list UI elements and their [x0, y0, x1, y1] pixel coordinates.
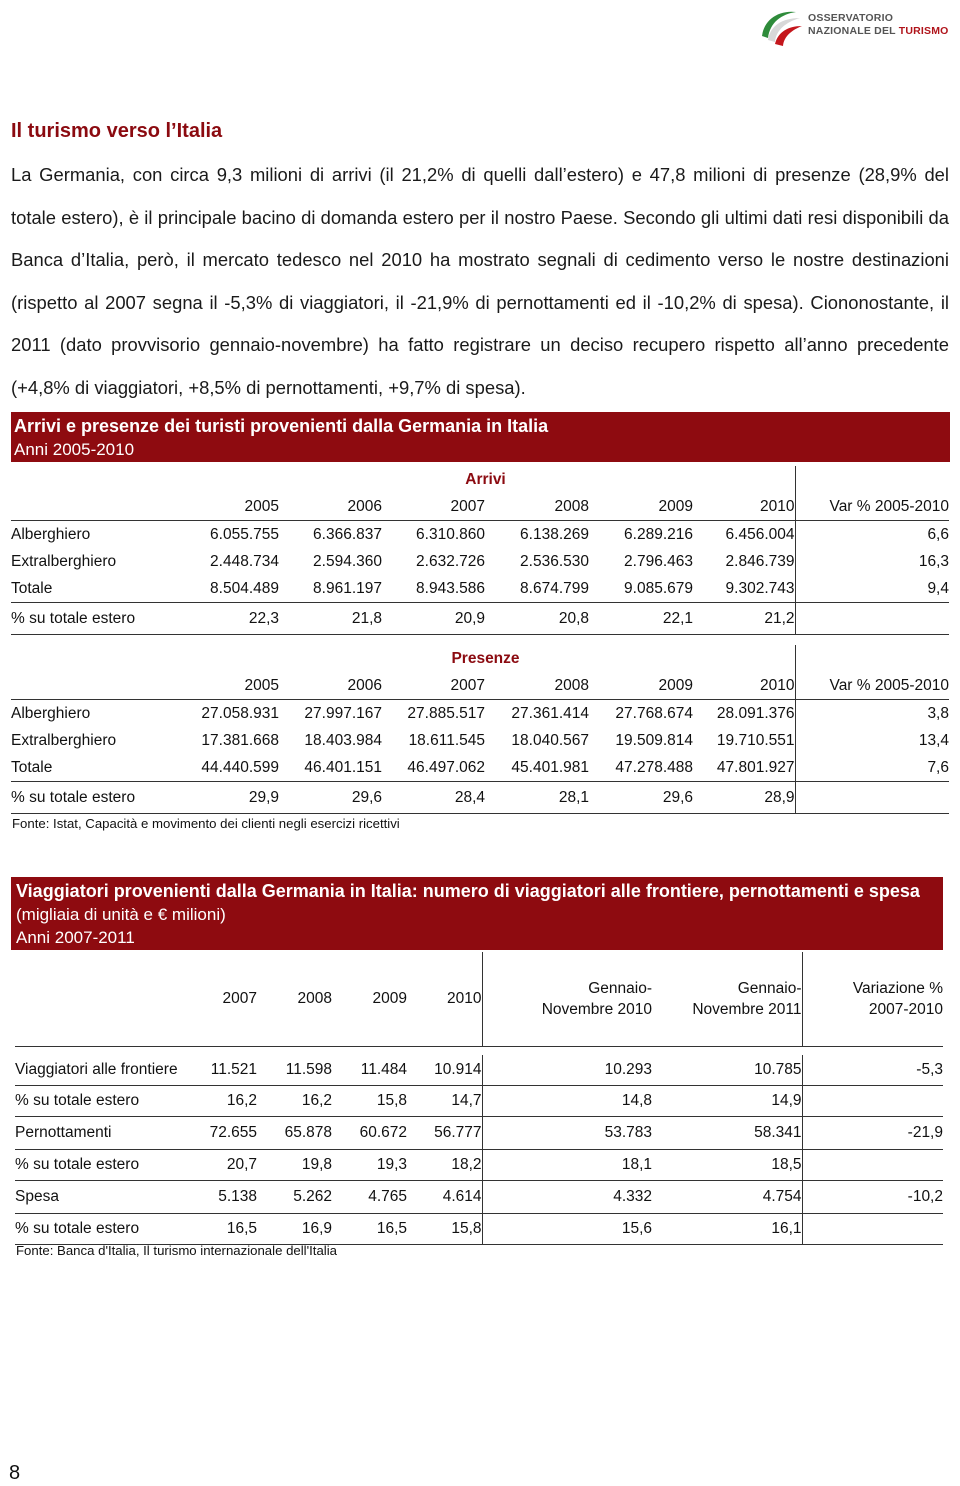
cell: 4.614: [407, 1181, 482, 1214]
table-row: [11, 754, 949, 782]
row-label: Spesa: [15, 1188, 59, 1205]
arrivi-caption-row: [11, 466, 949, 493]
var-cell: 9,4: [927, 579, 949, 597]
presenze-caption-row: [11, 645, 949, 672]
gn2010-header-line2: Novembre 2010: [541, 1001, 652, 1018]
cell: 15,8: [376, 1092, 407, 1109]
arrivi-header-row: [11, 493, 949, 521]
cell: 6.366.837: [313, 525, 382, 543]
table-row: [11, 575, 949, 603]
year-header: 2007: [450, 676, 485, 694]
var-cell: 6,6: [927, 525, 949, 543]
var-cell: 13,4: [918, 731, 949, 749]
cell: 29,9: [248, 788, 279, 806]
cell: 11.484: [360, 1061, 407, 1078]
cell: 53.783: [604, 1124, 652, 1141]
table-row: [15, 1055, 943, 1086]
table2-subtitle: Anni 2007-2011: [16, 928, 135, 947]
var-header-line1: Variazione %: [852, 980, 943, 997]
share-row: [11, 603, 949, 635]
cell: 20,8: [558, 609, 589, 627]
cell: 58.341: [652, 1117, 802, 1150]
logo-line-1: OSSERVATORIO: [808, 12, 894, 24]
cell: 11.521: [210, 1061, 257, 1078]
cell: 28,9: [693, 782, 795, 814]
year-header: 2009: [658, 497, 693, 515]
cell: 8.961.197: [313, 579, 382, 597]
row-label: Alberghiero: [11, 704, 91, 722]
year-header: 2005: [244, 676, 279, 694]
cell: 4.765: [368, 1188, 407, 1205]
gn2011-header-line2: Novembre 2011: [692, 1001, 802, 1018]
var-cell: [802, 1214, 943, 1245]
cell: 27.997.167: [304, 704, 382, 722]
share-row: [15, 1150, 943, 1181]
cell: 10.293: [604, 1061, 652, 1078]
table2-source: Fonte: Banca d'Italia, Il turismo internazionale dell'Italia: [16, 1243, 337, 1258]
cell: 6.310.860: [416, 525, 485, 543]
row-label: Totale: [11, 758, 53, 776]
row-label: % su totale estero: [11, 788, 136, 806]
year-header: 2007: [222, 990, 257, 1007]
cell: 9.302.743: [693, 575, 795, 603]
cell: 16,5: [376, 1220, 407, 1237]
logo-mark-icon: [756, 4, 806, 50]
table1-title: Arrivi e presenze dei turisti provenienti dalla Germania in Italia: [14, 416, 549, 436]
cell: 18.403.984: [304, 731, 382, 749]
year-header: 2009: [372, 990, 407, 1007]
row-label: Extralberghiero: [11, 731, 117, 749]
cell: 56.777: [407, 1117, 482, 1150]
cell: 14,7: [407, 1086, 482, 1117]
cell: 18,1: [621, 1156, 652, 1173]
presenze-caption: Presenze: [451, 649, 520, 667]
cell: 18.611.545: [408, 731, 485, 749]
cell: 16,2: [301, 1092, 332, 1109]
year-header: 2008: [554, 676, 589, 694]
cell: 8.674.799: [520, 579, 589, 597]
year-header: 2010: [693, 672, 795, 700]
cell: 46.497.062: [407, 758, 485, 776]
table-row: [11, 521, 949, 549]
logo: [756, 4, 956, 50]
year-header: 2007: [450, 497, 485, 515]
row-label: Totale: [11, 579, 53, 597]
share-row: [15, 1086, 943, 1117]
cell: 46.401.151: [304, 758, 382, 776]
cell: 16,1: [652, 1214, 802, 1245]
table1-subtitle: Anni 2005-2010: [14, 440, 135, 459]
share-row: [15, 1214, 943, 1245]
year-header: 2010: [407, 952, 482, 1047]
cell: 15,6: [621, 1220, 652, 1237]
var-header: Var % 2005-2010: [829, 497, 949, 515]
cell: 2.846.739: [693, 548, 795, 575]
cell: 19.509.814: [615, 731, 693, 749]
var-header: Var % 2005-2010: [829, 676, 949, 694]
table2-title: Viaggiatori provenienti dalla Germania in Italia: numero di viaggiatori alle frontiere, pernottamenti e spesa: [16, 881, 920, 901]
year-header: 2005: [244, 497, 279, 515]
cell: 15,8: [407, 1214, 482, 1245]
table-row: [15, 1117, 943, 1150]
cell: 45.401.981: [511, 758, 589, 776]
row-label: % su totale estero: [15, 1156, 140, 1173]
cell: 21,8: [351, 609, 382, 627]
cell: 18,5: [652, 1150, 802, 1181]
cell: 27.058.931: [201, 704, 279, 722]
cell: 72.655: [209, 1124, 257, 1141]
table-row: [15, 1181, 943, 1214]
cell: 20,7: [226, 1156, 257, 1173]
cell: 27.768.674: [615, 704, 693, 722]
table1-source: Fonte: Istat, Capacità e movimento dei clienti negli esercizi ricettivi: [12, 816, 400, 831]
cell: 18,2: [407, 1150, 482, 1181]
year-header: 2008: [554, 497, 589, 515]
cell: 8.504.489: [210, 579, 279, 597]
row-label: % su totale estero: [15, 1092, 140, 1109]
row-label: Pernottamenti: [15, 1124, 112, 1141]
var-cell: -10,2: [907, 1188, 943, 1205]
cell: 27.885.517: [407, 704, 485, 722]
var-cell: -21,9: [907, 1124, 943, 1141]
var-cell: [802, 1086, 943, 1117]
cell: 6.456.004: [693, 521, 795, 549]
cell: 4.754: [652, 1181, 802, 1214]
table2-header-row: [15, 952, 943, 1047]
share-row: [11, 782, 949, 814]
cell: 28,4: [454, 788, 485, 806]
var-cell: 16,3: [918, 552, 949, 570]
cell: 20,9: [454, 609, 485, 627]
cell: 6.289.216: [624, 525, 693, 543]
cell: 9.085.679: [624, 579, 693, 597]
cell: 22,3: [248, 609, 279, 627]
table-arrivi-presenze: [11, 466, 949, 814]
cell: 8.943.586: [416, 579, 485, 597]
cell: 28,1: [558, 788, 589, 806]
table-viaggiatori: [15, 952, 943, 1245]
gn2010-header-line1: Gennaio-: [588, 980, 652, 997]
cell: 2.632.726: [416, 552, 485, 570]
cell: 16,9: [301, 1220, 332, 1237]
gn2011-header-line1: Gennaio-: [737, 980, 802, 997]
cell: 14,9: [652, 1086, 802, 1117]
var-cell: [802, 1150, 943, 1181]
cell: 21,2: [693, 603, 795, 635]
cell: 5.262: [293, 1188, 332, 1205]
table2-banner: [11, 877, 943, 950]
presenze-header-row: [11, 672, 949, 700]
page-number: 8: [9, 1462, 21, 1484]
cell: 19,8: [301, 1156, 332, 1173]
cell: 19,3: [376, 1156, 407, 1173]
cell: 10.785: [652, 1055, 802, 1086]
cell: 28.091.376: [693, 700, 795, 728]
year-header: 2010: [693, 493, 795, 521]
cell: 10.914: [407, 1055, 482, 1086]
cell: 29,6: [351, 788, 382, 806]
cell: 16,5: [226, 1220, 257, 1237]
cell: 47.801.927: [693, 754, 795, 782]
year-header: 2008: [297, 990, 332, 1007]
year-header: 2006: [347, 497, 382, 515]
cell: 2.796.463: [624, 552, 693, 570]
cell: 6.138.269: [520, 525, 589, 543]
section-title: Il turismo verso l’Italia: [11, 120, 223, 142]
row-label: % su totale estero: [11, 609, 136, 627]
row-label: Viaggiatori alle frontiere: [15, 1061, 178, 1078]
cell: 2.536.530: [520, 552, 589, 570]
cell: 18.040.567: [511, 731, 589, 749]
cell: 22,1: [662, 609, 693, 627]
cell: 47.278.488: [615, 758, 693, 776]
cell: 65.878: [284, 1124, 332, 1141]
var-cell: -5,3: [916, 1061, 943, 1078]
cell: 44.440.599: [201, 758, 279, 776]
intro-paragraph: La Germania, con circa 9,3 milioni di arrivi (il 21,2% di quelli dall’estero) e 47,8 milioni di presenze (28,9% del totale estero), è il principale bacino di domanda estero per il nostro Paese. Secondo gli ultimi dati resi disponibili da Banca d’Italia, però, il mercato tedesco nel 2010 ha mostrato segnali di cedimento verso le nostre destinazioni (rispetto al 2007 segna il -5,3% di viaggiatori, il -21,9% di pernottamenti ed il -10,2% di spesa). Ciononostante, il 2011 (dato provvisorio gennaio-novembre) ha fatto registrare un deciso recupero rispetto all’anno precedente (+4,8% di viaggiatori, +8,5% di pernottamenti, +9,7% di spesa).: [11, 164, 949, 398]
row-label: % su totale estero: [15, 1220, 140, 1237]
cell: 4.332: [613, 1188, 652, 1205]
logo-line-2: NAZIONALE DEL: [808, 25, 899, 37]
cell: 27.361.414: [511, 704, 589, 722]
arrivi-caption: Arrivi: [465, 470, 506, 488]
row-label: Extralberghiero: [11, 552, 117, 570]
table1-banner: [11, 412, 950, 462]
table-row: [11, 700, 949, 728]
table2-unit: (migliaia di unità e € milioni): [16, 905, 226, 924]
var-cell: 7,6: [927, 758, 949, 776]
cell: 14,8: [621, 1092, 652, 1109]
table-row: [11, 548, 949, 575]
cell: 2.594.360: [313, 552, 382, 570]
cell: 2.448.734: [210, 552, 279, 570]
cell: 29,6: [662, 788, 693, 806]
logo-line-2-accent: TURISMO: [898, 25, 949, 37]
cell: 16,2: [226, 1092, 257, 1109]
cell: 5.138: [218, 1188, 257, 1205]
table-row: [11, 727, 949, 754]
year-header: 2009: [658, 676, 693, 694]
cell: 17.381.668: [201, 731, 279, 749]
cell: 60.672: [359, 1124, 407, 1141]
year-header: 2006: [347, 676, 382, 694]
cell: 19.710.551: [693, 727, 795, 754]
var-header-line2: 2007-2010: [868, 1001, 943, 1018]
cell: 11.598: [285, 1061, 332, 1078]
var-cell: 3,8: [927, 704, 949, 722]
cell: 6.055.755: [210, 525, 279, 543]
row-label: Alberghiero: [11, 525, 91, 543]
